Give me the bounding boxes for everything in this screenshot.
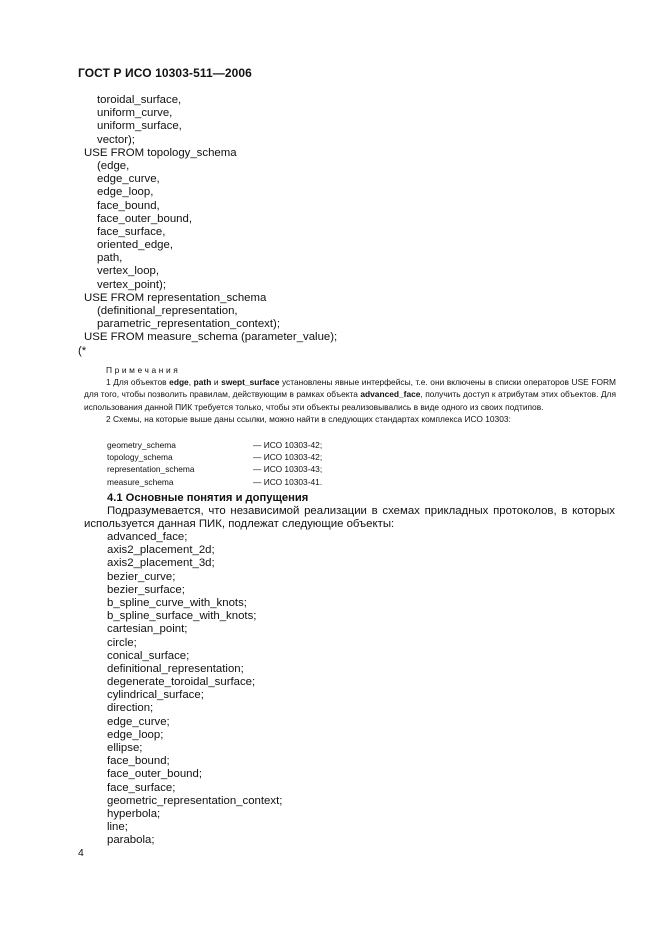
list-item: line; xyxy=(107,821,128,834)
note-term: path xyxy=(193,377,212,388)
list-item: bezier_surface; xyxy=(107,583,185,596)
note-text: и xyxy=(211,377,222,388)
code-line: oriented_edge, xyxy=(97,239,174,252)
list-item: conical_surface; xyxy=(107,649,190,662)
table-row xyxy=(107,463,322,475)
page-number: 4 xyxy=(78,848,84,859)
list-item: direction; xyxy=(107,702,154,715)
section-intro xyxy=(84,505,615,531)
code-line: edge_curve, xyxy=(97,173,160,186)
note-text: , получить доступ к атрибутам этих объектов. Для использования данной ПИК требуется только, чтобы эти объекты реализовывались в виде одного из своих подтипов. xyxy=(84,389,616,412)
code-line: face_bound, xyxy=(97,199,160,212)
schema-ref: — ИСО 10303-42; xyxy=(253,452,323,463)
code-line: parametric_representation_context); xyxy=(97,318,280,331)
code-line: USE FROM measure_schema (parameter_value); xyxy=(84,331,338,344)
list-item: advanced_face; xyxy=(107,531,188,543)
schema-ref: — ИСО 10303-43; xyxy=(253,464,323,475)
note-text: установлены явные интерфейсы, т.е. они включены в списки операторов USE FORM для того, чтобы позволить правилам, действующим в рамках объекта xyxy=(84,377,616,400)
table-row xyxy=(107,476,322,488)
note-1 xyxy=(84,376,616,413)
list-item: degenerate_toroidal_surface; xyxy=(107,676,256,689)
list-item: cartesian_point; xyxy=(107,623,188,636)
table-row xyxy=(107,451,322,463)
notes-block xyxy=(84,364,616,425)
express-code-listing xyxy=(78,94,338,358)
note-term: swept_surface xyxy=(221,377,280,388)
code-line: path, xyxy=(97,252,123,265)
list-item: bezier_curve; xyxy=(107,570,176,583)
schema-ref: — ИСО 10303-42; xyxy=(253,440,323,450)
code-line: face_surface, xyxy=(97,225,166,238)
list-item: axis2_placement_3d; xyxy=(107,557,215,570)
list-item: hyperbola; xyxy=(107,807,161,820)
note-text: , xyxy=(188,377,194,388)
code-line: vertex_point); xyxy=(97,278,167,291)
code-line: (definitional_representation, xyxy=(97,305,238,317)
list-item: b_spline_curve_with_knots; xyxy=(107,596,247,609)
entity-list xyxy=(107,531,282,848)
code-line: uniform_surface, xyxy=(97,120,182,133)
note-term: advanced_face xyxy=(360,389,421,400)
page-header: ГОСТ Р ИСО 10303-511—2006 xyxy=(78,66,252,80)
list-item: geometric_representation_context; xyxy=(107,794,283,807)
code-line: face_outer_bound, xyxy=(97,212,193,225)
schema-reference-table xyxy=(107,439,322,488)
list-item: face_outer_bound; xyxy=(107,768,203,781)
intro-paragraph: Подразумевается, что независимой реализации в схемах прикладных протоколов, в которых используется данная ПИК, подлежат следующие объекты: xyxy=(84,505,615,531)
list-item: b_spline_surface_with_knots; xyxy=(107,610,257,623)
notes-title: Примечания xyxy=(106,365,181,375)
schema-name: measure_schema xyxy=(107,476,174,487)
code-line: vertex_loop, xyxy=(97,265,160,278)
list-item: axis2_placement_2d; xyxy=(107,544,215,557)
code-line: uniform_curve, xyxy=(97,107,173,120)
code-line: (* xyxy=(78,344,87,357)
list-item: face_surface; xyxy=(107,781,176,794)
note-2: 2 Схемы, на которые выше даны ссылки, можно найти в следующих стандартах комплекса ИСО 10303: xyxy=(106,413,511,424)
schema-name: representation_schema xyxy=(107,464,195,475)
list-item: definitional_representation; xyxy=(107,662,244,675)
table-row xyxy=(107,439,322,451)
list-item: ellipse; xyxy=(107,742,143,754)
list-item: parabola; xyxy=(107,834,155,847)
list-item: face_bound; xyxy=(107,755,170,768)
section-heading: 4.1 Основные понятия и допущения xyxy=(107,492,309,504)
code-line: (edge, xyxy=(97,159,130,172)
note-text: 1 Для объектов xyxy=(106,377,170,388)
schema-ref: — ИСО 10303-41. xyxy=(253,476,323,487)
schema-name: geometry_schema xyxy=(107,440,176,450)
code-line: USE FROM representation_schema xyxy=(84,291,267,304)
schema-name: topology_schema xyxy=(107,452,173,463)
list-item: cylindrical_surface; xyxy=(107,689,204,702)
list-item: circle; xyxy=(107,636,137,649)
code-line: USE FROM topology_schema xyxy=(84,146,237,159)
code-line: toroidal_surface, xyxy=(97,94,182,106)
list-item: edge_curve; xyxy=(107,715,170,728)
code-line: edge_loop, xyxy=(97,186,154,199)
code-line: vector); xyxy=(97,133,135,146)
note-term: edge xyxy=(169,377,189,388)
list-item: edge_loop; xyxy=(107,728,164,741)
